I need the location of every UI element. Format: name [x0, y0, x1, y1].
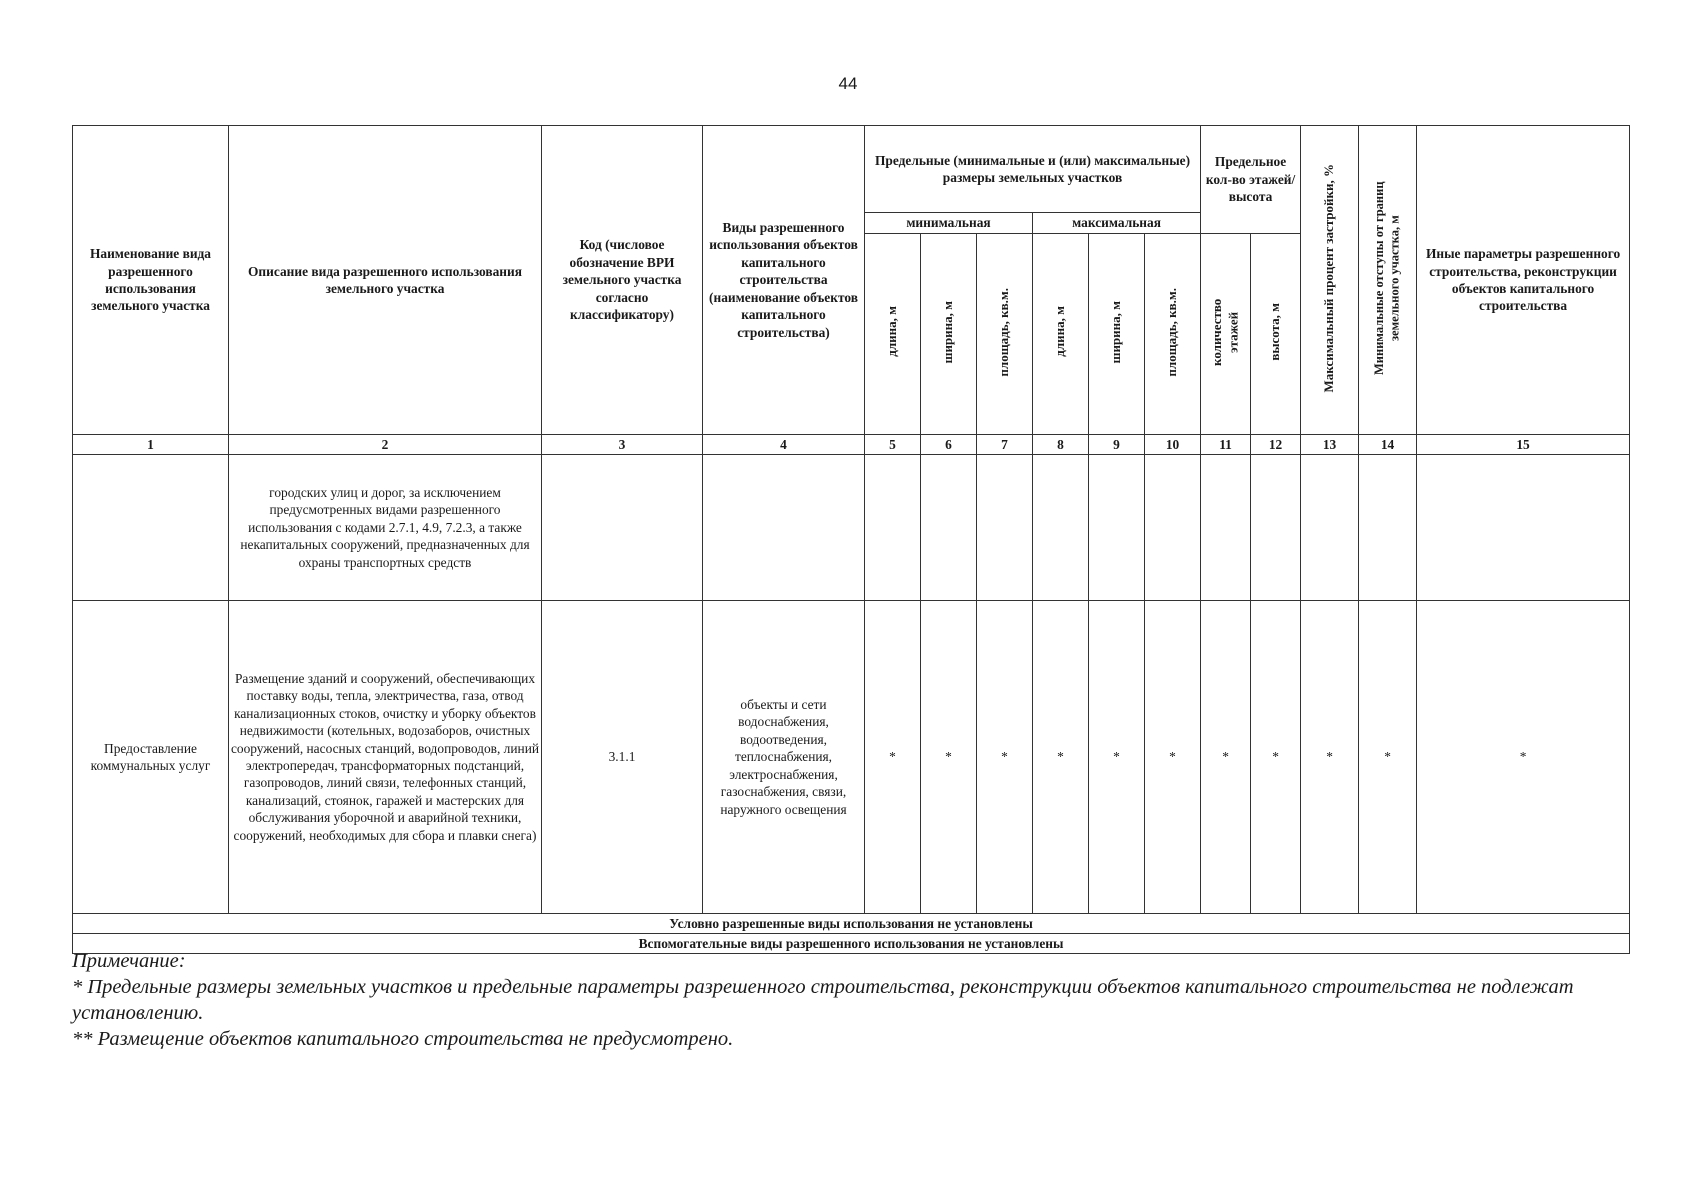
- header-col10: площадь, кв.м.: [1145, 234, 1201, 435]
- cell-objects: [703, 455, 865, 601]
- cell-value: [1251, 455, 1301, 601]
- cell-value: [865, 455, 921, 601]
- auxiliary-uses-text: Вспомогательные виды разрешенного использования не установлены: [73, 934, 1630, 954]
- cell-code: [542, 455, 703, 601]
- header-group-min: минимальная: [865, 213, 1033, 234]
- cell-value: *: [1251, 601, 1301, 914]
- header-col7: площадь, кв.м.: [977, 234, 1033, 435]
- cell-description: Размещение зданий и сооружений, обеспечивающих поставку воды, тепла, электричества, газа, отвод канализационных стоков, очистку и уборку объектов недвижимости (котельных, водозаборов, очистных сооружений, насосных станций, водопроводов, линий электропередач, трансформаторных подстанций, газопроводов, линий связи, телефонных станций, канализаций, стоянок, гаражей и мастерских для обслуживания уборочной и аварийной техники, сооружений, необходимых для сбора и плавки снега): [229, 601, 542, 914]
- land-use-table: [72, 125, 1630, 954]
- cell-value: *: [1301, 601, 1359, 914]
- cell-name: Предоставление коммунальных услуг: [73, 601, 229, 914]
- cell-value: [1089, 455, 1145, 601]
- header-col12: высота, м: [1251, 234, 1301, 435]
- conditional-uses-text: Условно разрешенные виды использования не установлены: [73, 914, 1630, 934]
- cell-description: городских улиц и дорог, за исключением предусмотренных видами разрешенного использования с кодами 2.7.1, 4.9, 7.2.3, а также некапитальных сооружений, предназначенных для охраны транспортных средств: [229, 455, 542, 601]
- cell-value: *: [1089, 601, 1145, 914]
- header-col6: ширина, м: [921, 234, 977, 435]
- header-col13: Максимальный процент застройки, %: [1301, 126, 1359, 435]
- cell-value: *: [1033, 601, 1089, 914]
- notes-block: [72, 948, 1632, 1052]
- col-number: 13: [1301, 435, 1359, 455]
- cell-value: [1359, 455, 1417, 601]
- col-number: 2: [229, 435, 542, 455]
- col-number: 9: [1089, 435, 1145, 455]
- cell-value: [1033, 455, 1089, 601]
- table-row: [73, 455, 1630, 601]
- page-number: 44: [838, 74, 858, 93]
- cell-value: *: [1359, 601, 1417, 914]
- header-col2: Описание вида разрешенного использования земельного участка: [229, 126, 542, 435]
- col-number: 1: [73, 435, 229, 455]
- cell-objects: объекты и сети водоснабжения, водоотведения, теплоснабжения, электроснабжения, газоснабжения, связи, наружного освещения: [703, 601, 865, 914]
- header-col8: длина, м: [1033, 234, 1089, 435]
- col-number: 4: [703, 435, 865, 455]
- header-col3: Код (числовое обозначение ВРИ земельного участка согласно классификатору): [542, 126, 703, 435]
- cell-value: [1417, 455, 1630, 601]
- header-col15: Иные параметры разрешенного строительства, реконструкции объектов капитального строительства: [1417, 126, 1630, 435]
- column-numbers-row: [73, 435, 1630, 455]
- cell-value: *: [1145, 601, 1201, 914]
- note-2: ** Размещение объектов капитального строительства не предусмотрено.: [72, 1028, 734, 1050]
- header-row-1: [73, 126, 1630, 213]
- col-number: 11: [1201, 435, 1251, 455]
- cell-value: [1145, 455, 1201, 601]
- cell-value: [1301, 455, 1359, 601]
- cell-name: [73, 455, 229, 601]
- notes-title: Примечание:: [72, 950, 186, 972]
- col-number: 15: [1417, 435, 1630, 455]
- cell-value: *: [921, 601, 977, 914]
- cell-value: *: [865, 601, 921, 914]
- col-number: 5: [865, 435, 921, 455]
- col-number: 10: [1145, 435, 1201, 455]
- header-col5: длина, м: [865, 234, 921, 435]
- header-col14: Минимальные отступы от границ земельного участка, м: [1359, 126, 1417, 435]
- table-row: [73, 601, 1630, 914]
- header-col4: Виды разрешенного использования объектов капитального строительства (наименование объектов капитального строительства): [703, 126, 865, 435]
- cell-value: *: [1417, 601, 1630, 914]
- header-col9: ширина, м: [1089, 234, 1145, 435]
- header-col1: Наименование вида разрешенного использования земельного участка: [73, 126, 229, 435]
- col-number: 7: [977, 435, 1033, 455]
- cell-value: [921, 455, 977, 601]
- header-group-max: максимальная: [1033, 213, 1201, 234]
- cell-value: [977, 455, 1033, 601]
- cell-value: *: [977, 601, 1033, 914]
- cell-value: *: [1201, 601, 1251, 914]
- header-col11: количество этажей: [1201, 234, 1251, 435]
- conditional-row: [73, 914, 1630, 934]
- col-number: 14: [1359, 435, 1417, 455]
- col-number: 3: [542, 435, 703, 455]
- cell-code: 3.1.1: [542, 601, 703, 914]
- col-number: 12: [1251, 435, 1301, 455]
- col-number: 6: [921, 435, 977, 455]
- header-group-sizes: Предельные (минимальные и (или) максимальные) размеры земельных участков: [865, 126, 1201, 213]
- note-1: * Предельные размеры земельных участков и предельные параметры разрешенного строительства, реконструкции объектов капитального строительства не подлежат установлению.: [72, 976, 1574, 1024]
- col-number: 8: [1033, 435, 1089, 455]
- header-group-floors: Предельное кол-во этажей/ высота: [1201, 126, 1301, 234]
- cell-value: [1201, 455, 1251, 601]
